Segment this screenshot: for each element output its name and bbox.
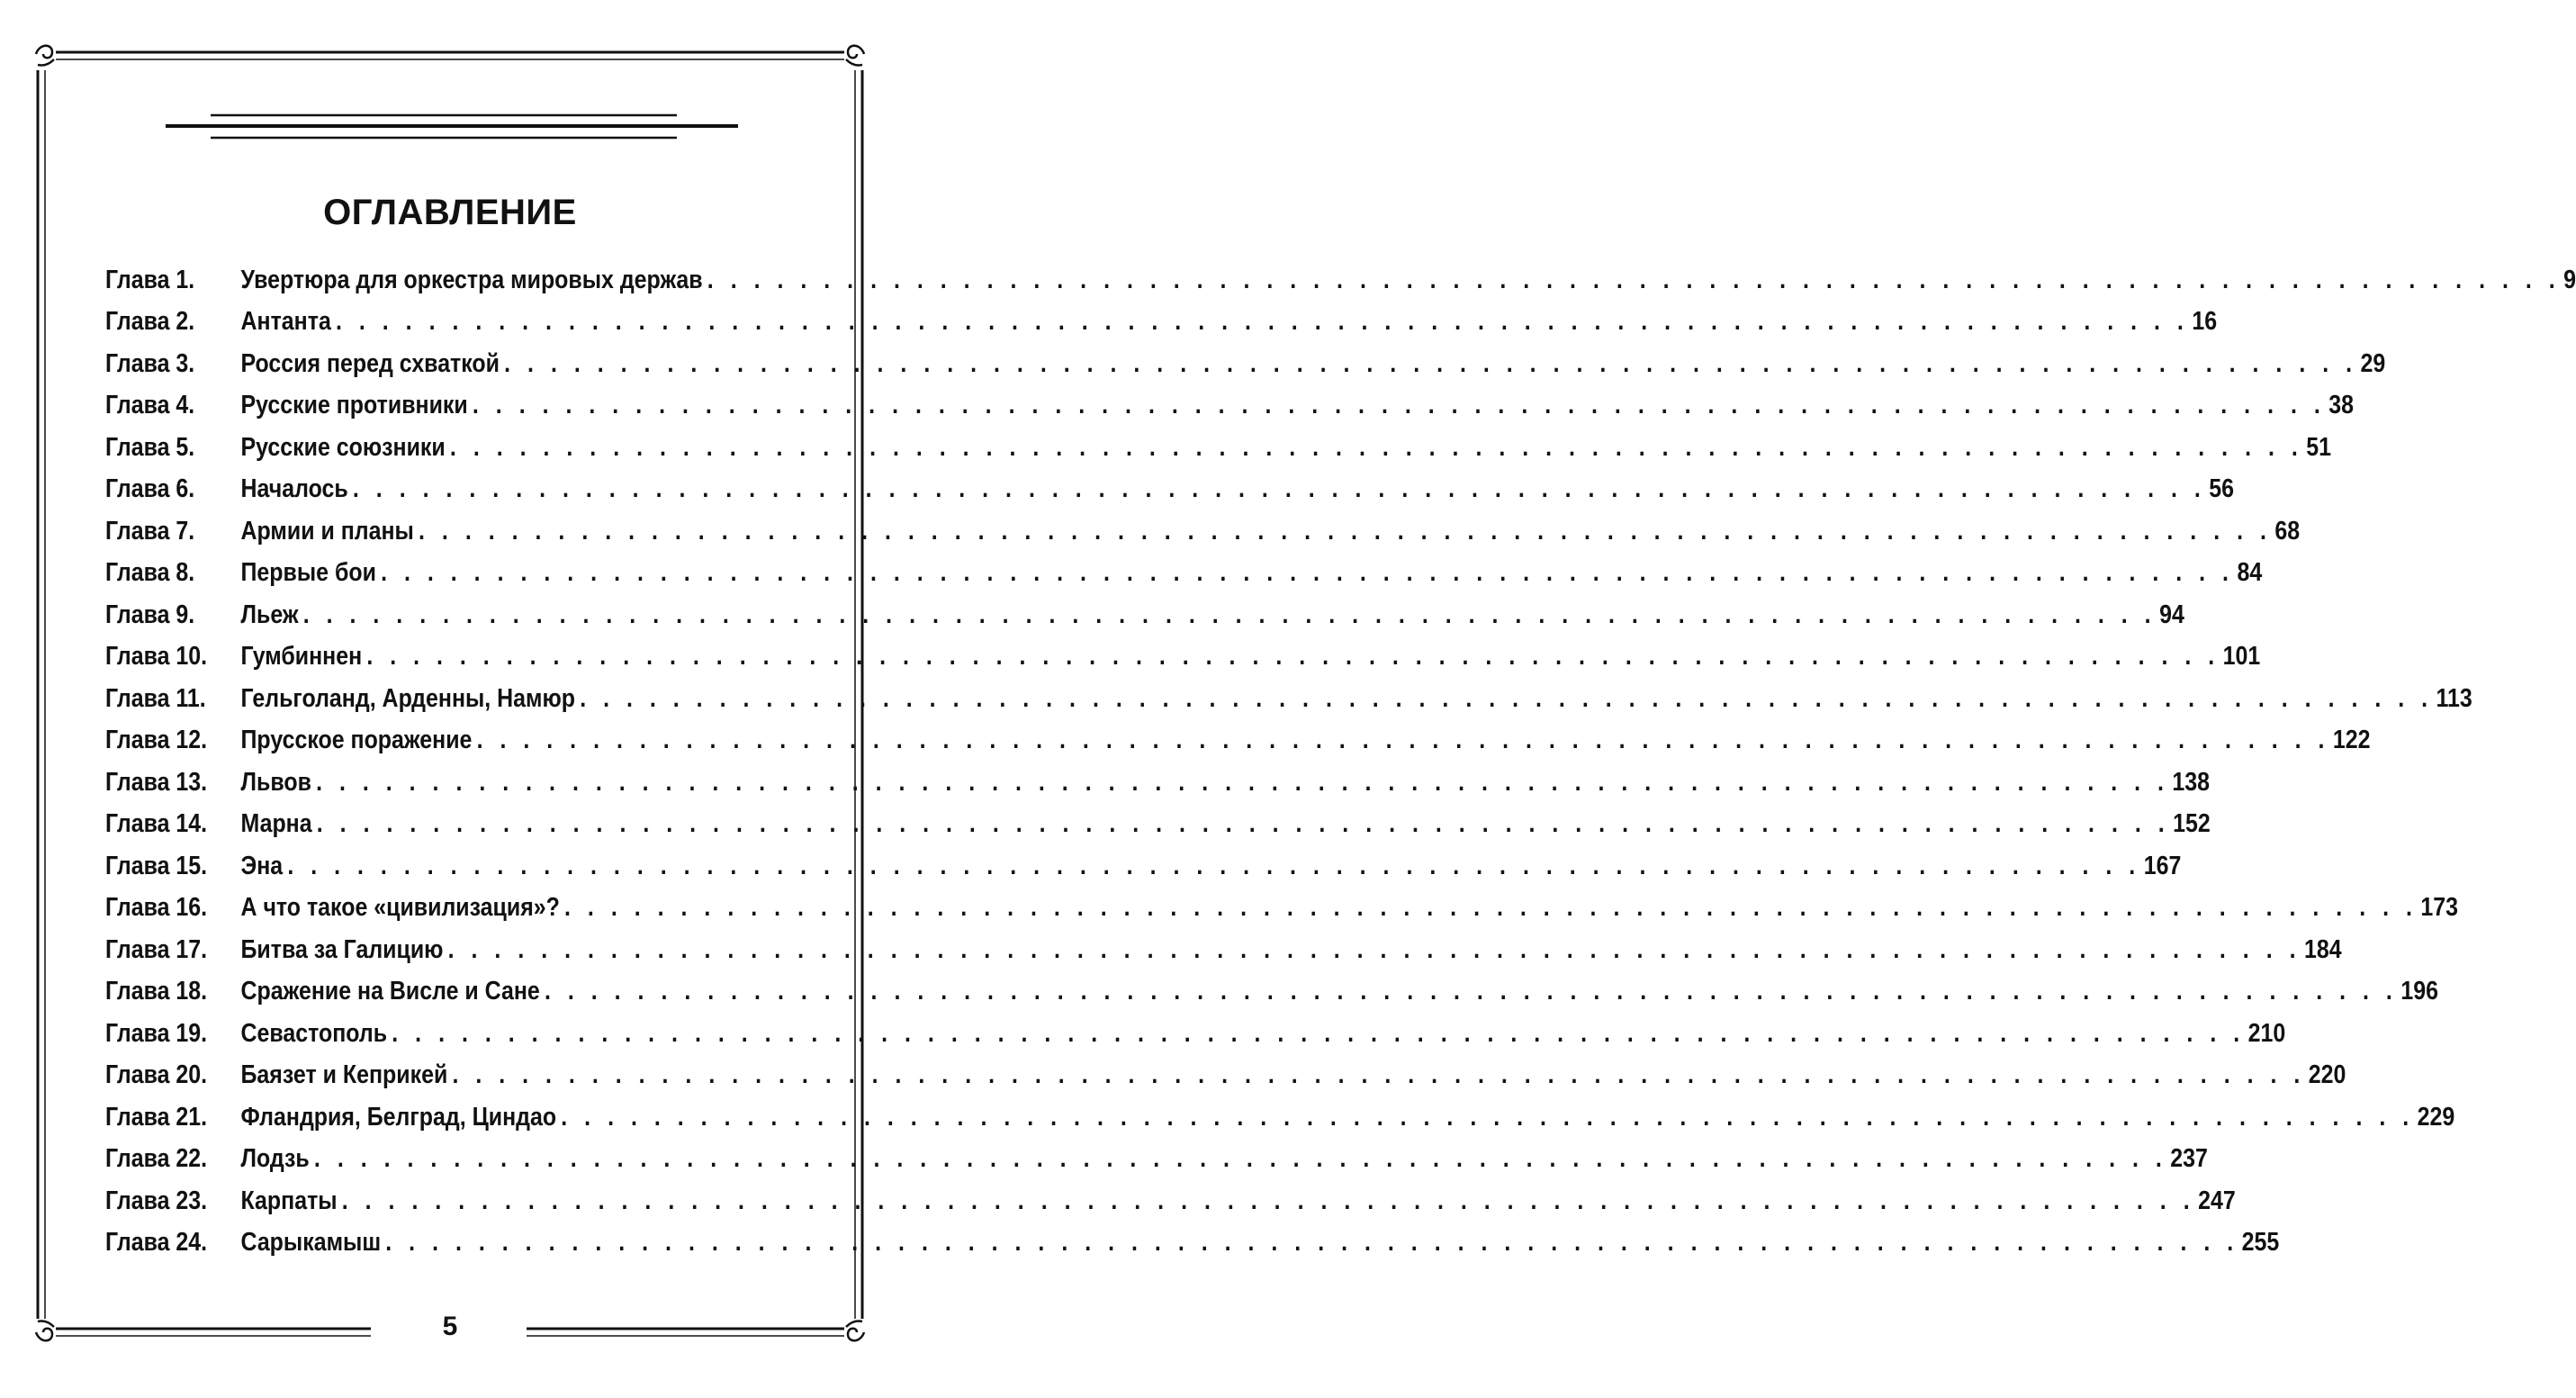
- toc-entry: [105, 259, 2576, 302]
- chapter-title: А что такое «цивилизация»?: [240, 893, 560, 923]
- chapter-label: Глава 7.: [105, 516, 195, 546]
- toc-entry: [105, 594, 2184, 636]
- chapter-page-number: 210: [2247, 1018, 2286, 1048]
- chapter-label: Глава 12.: [105, 726, 208, 755]
- chapter-page-number: 84: [2237, 558, 2263, 588]
- chapter-label: Глава 4.: [105, 391, 195, 420]
- chapter-page-number: 237: [2170, 1144, 2208, 1174]
- dot-leader: . . . . . . . . . . . . . . . . . . . . . . . . . . . . . . . . . . . . . . . . . . . . . . . . . . . . . . . . . . . . . . . . . . . . . . . . . . . . . . . .: [335, 307, 2189, 337]
- chapter-title: Марна: [240, 809, 312, 839]
- dot-leader: . . . . . . . . . . . . . . . . . . . . . . . . . . . . . . . . . . . . . . . . . . . . . . . . . . . . . . . . . . . . . . . . . . . . . . . . . . . . . . . .: [449, 432, 2303, 462]
- toc-entry: [105, 636, 2261, 679]
- toc-entry: [105, 343, 2386, 385]
- dot-leader: . . . . . . . . . . . . . . . . . . . . . . . . . . . . . . . . . . . . . . . . . . . . . . . . . . . . . . . . . . . . . . . . . . . . . . . . . . . . . . . .: [544, 977, 2398, 1006]
- dot-leader: . . . . . . . . . . . . . . . . . . . . . . . . . . . . . . . . . . . . . . . . . . . . . . . . . . . . . . . . . . . . . . . . . . . . . . . . . . . . . . . .: [419, 516, 2272, 546]
- dot-leader: . . . . . . . . . . . . . . . . . . . . . . . . . . . . . . . . . . . . . . . . . . . . . . . . . . . . . . . . . . . . . . . . . . . . . . . . . . . . . . . .: [302, 600, 2157, 629]
- toc-entry: [105, 929, 2342, 971]
- chapter-title: Гумбиннен: [240, 642, 363, 672]
- toc-entry: [105, 1013, 2286, 1055]
- chapter-label: Глава 19.: [105, 1018, 208, 1048]
- chapter-title: Увертюра для оркестра мировых держав: [240, 265, 703, 294]
- dot-leader: . . . . . . . . . . . . . . . . . . . . . . . . . . . . . . . . . . . . . . . . . . . . . . . . . . . . . . . . . . . . . . . . . . . . . . . . . . . . . . . .: [561, 1102, 2415, 1132]
- chapter-label: Глава 15.: [105, 851, 208, 880]
- chapter-label: Глава 11.: [105, 683, 206, 713]
- chapter-page-number: 196: [2400, 977, 2438, 1006]
- chapter-label: Глава 5.: [105, 432, 195, 462]
- chapter-title: Первые бои: [240, 558, 376, 588]
- dot-leader: . . . . . . . . . . . . . . . . . . . . . . . . . . . . . . . . . . . . . . . . . . . . . . . . . . . . . . . . . . . . . . . . . . . . . . . . . . . . . . . .: [287, 851, 2141, 880]
- chapter-label: Глава 21.: [105, 1102, 208, 1132]
- toc-entry: [105, 469, 2235, 511]
- chapter-page-number: 122: [2332, 726, 2371, 755]
- chapter-title: Севастополь: [240, 1018, 388, 1048]
- chapter-label: Глава 23.: [105, 1186, 208, 1215]
- dot-leader: . . . . . . . . . . . . . . . . . . . . . . . . . . . . . . . . . . . . . . . . . . . . . . . . . . . . . . . . . . . . . . . . . . . . . . . . . . . . . . . .: [341, 1186, 2195, 1215]
- chapter-title: Фландрия, Белград, Циндао: [240, 1102, 557, 1132]
- chapter-page-number: 113: [2436, 683, 2472, 713]
- chapter-label: Глава 24.: [105, 1228, 208, 1258]
- chapter-page-number: 173: [2420, 893, 2459, 923]
- chapter-label: Глава 17.: [105, 934, 208, 964]
- toc-entry: [105, 427, 2332, 469]
- chapter-page-number: 51: [2306, 432, 2332, 462]
- chapter-label: Глава 6.: [105, 474, 195, 504]
- chapter-title: Карпаты: [240, 1186, 338, 1215]
- chapter-page-number: 255: [2241, 1228, 2280, 1258]
- toc-entry: [105, 1139, 2208, 1181]
- chapter-label: Глава 10.: [105, 642, 208, 672]
- dot-leader: . . . . . . . . . . . . . . . . . . . . . . . . . . . . . . . . . . . . . . . . . . . . . . . . . . . . . . . . . . . . . . . . . . . . . . . . . . . . . . . .: [366, 642, 2220, 672]
- toc-entry: [105, 845, 2182, 888]
- chapter-title: Льеж: [240, 600, 299, 629]
- chapter-label: Глава 16.: [105, 893, 208, 923]
- toc-entry: [105, 762, 2211, 804]
- dot-leader: . . . . . . . . . . . . . . . . . . . . . . . . . . . . . . . . . . . . . . . . . . . . . . . . . . . . . . . . . . . . . . . . . . . . . . . . . . . . . . . .: [447, 934, 2301, 964]
- dot-leader: . . . . . . . . . . . . . . . . . . . . . . . . . . . . . . . . . . . . . . . . . . . . . . . . . . . . . . . . . . . . . . . . . . . . . . . . . . . . . . . .: [472, 391, 2326, 420]
- chapter-page-number: 184: [2303, 934, 2342, 964]
- chapter-page-number: 9: [2563, 265, 2576, 294]
- dot-leader: . . . . . . . . . . . . . . . . . . . . . . . . . . . . . . . . . . . . . . . . . . . . . . . . . . . . . . . . . . . . . . . . . . . . . . . . . . . . . . . .: [707, 265, 2561, 294]
- toc-entry: [105, 1096, 2455, 1139]
- dot-leader: . . . . . . . . . . . . . . . . . . . . . . . . . . . . . . . . . . . . . . . . . . . . . . . . . . . . . . . . . . . . . . . . . . . . . . . . . . . . . . . .: [476, 726, 2330, 755]
- chapter-page-number: 16: [2192, 307, 2218, 337]
- dot-leader: . . . . . . . . . . . . . . . . . . . . . . . . . . . . . . . . . . . . . . . . . . . . . . . . . . . . . . . . . . . . . . . . . . . . . . . . . . . . . . . .: [385, 1228, 2239, 1258]
- chapter-page-number: 138: [2172, 767, 2211, 797]
- chapter-page-number: 29: [2360, 348, 2386, 378]
- toc-entry: [105, 804, 2211, 846]
- dot-leader: . . . . . . . . . . . . . . . . . . . . . . . . . . . . . . . . . . . . . . . . . . . . . . . . . . . . . . . . . . . . . . . . . . . . . . . . . . . . . . . .: [352, 474, 2206, 504]
- chapter-label: Глава 22.: [105, 1144, 208, 1174]
- chapter-page-number: 247: [2198, 1186, 2236, 1215]
- chapter-title: Лодзь: [240, 1144, 310, 1174]
- chapter-title: Русские противники: [240, 391, 468, 420]
- chapter-title: Гельголанд, Арденны, Намюр: [240, 683, 576, 713]
- chapter-page-number: 38: [2328, 391, 2355, 420]
- chapter-title: Сарыкамыш: [240, 1228, 382, 1258]
- chapter-title: Баязет и Кеприкей: [240, 1060, 448, 1090]
- chapter-title: Битва за Галицию: [240, 934, 444, 964]
- dot-leader: . . . . . . . . . . . . . . . . . . . . . . . . . . . . . . . . . . . . . . . . . . . . . . . . . . . . . . . . . . . . . . . . . . . . . . . . . . . . . . . .: [452, 1060, 2306, 1090]
- chapter-title: Русские союзники: [240, 432, 446, 462]
- dot-leader: . . . . . . . . . . . . . . . . . . . . . . . . . . . . . . . . . . . . . . . . . . . . . . . . . . . . . . . . . . . . . . . . . . . . . . . . . . . . . . . .: [316, 809, 2170, 839]
- chapter-page-number: 68: [2274, 516, 2301, 546]
- table-of-contents: [105, 259, 2576, 1264]
- dot-leader: . . . . . . . . . . . . . . . . . . . . . . . . . . . . . . . . . . . . . . . . . . . . . . . . . . . . . . . . . . . . . . . . . . . . . . . . . . . . . . . .: [381, 558, 2235, 588]
- chapter-title: Россия перед схваткой: [240, 348, 500, 378]
- chapter-label: Глава 9.: [105, 600, 195, 629]
- chapter-label: Глава 14.: [105, 809, 208, 839]
- toc-entry: [105, 302, 2218, 344]
- chapter-label: Глава 2.: [105, 307, 195, 337]
- chapter-title: Львов: [240, 767, 311, 797]
- chapter-label: Глава 1.: [105, 265, 195, 294]
- chapter-title: Началось: [240, 474, 348, 504]
- chapter-label: Глава 8.: [105, 558, 195, 588]
- toc-entry: [105, 510, 2301, 553]
- dot-leader: . . . . . . . . . . . . . . . . . . . . . . . . . . . . . . . . . . . . . . . . . . . . . . . . . . . . . . . . . . . . . . . . . . . . . . . . . . . . . . . .: [564, 893, 2418, 923]
- chapter-label: Глава 3.: [105, 348, 195, 378]
- chapter-page-number: 229: [2417, 1102, 2455, 1132]
- toc-entry: [105, 678, 2472, 720]
- dot-leader: . . . . . . . . . . . . . . . . . . . . . . . . . . . . . . . . . . . . . . . . . . . . . . . . . . . . . . . . . . . . . . . . . . . . . . . . . . . . . . . .: [580, 683, 2434, 713]
- toc-entry: [105, 385, 2355, 428]
- chapter-page-number: 94: [2159, 600, 2184, 629]
- chapter-label: Глава 13.: [105, 767, 208, 797]
- toc-entry: [105, 1222, 2280, 1265]
- toc-entry: [105, 720, 2371, 762]
- chapter-page-number: 152: [2173, 809, 2211, 839]
- dot-leader: . . . . . . . . . . . . . . . . . . . . . . . . . . . . . . . . . . . . . . . . . . . . . . . . . . . . . . . . . . . . . . . . . . . . . . . . . . . . . . . .: [392, 1018, 2246, 1048]
- chapter-page-number: 220: [2308, 1060, 2346, 1090]
- page-title: ОГЛАВЛЕНИЕ: [323, 193, 577, 232]
- dot-leader: . . . . . . . . . . . . . . . . . . . . . . . . . . . . . . . . . . . . . . . . . . . . . . . . . . . . . . . . . . . . . . . . . . . . . . . . . . . . . . . .: [316, 767, 2169, 797]
- dot-leader: . . . . . . . . . . . . . . . . . . . . . . . . . . . . . . . . . . . . . . . . . . . . . . . . . . . . . . . . . . . . . . . . . . . . . . . . . . . . . . . .: [504, 348, 2358, 378]
- chapter-label: Глава 20.: [105, 1060, 208, 1090]
- chapter-page-number: 101: [2222, 642, 2261, 672]
- toc-entry: [105, 553, 2263, 595]
- chapter-title: Антанта: [240, 307, 331, 337]
- chapter-title: Сражение на Висле и Сане: [240, 977, 540, 1006]
- page-number: 5: [442, 1312, 458, 1341]
- toc-entry: [105, 888, 2459, 930]
- chapter-title: Эна: [240, 851, 284, 880]
- toc-entry: [105, 971, 2438, 1014]
- chapter-title: Армии и планы: [240, 516, 414, 546]
- chapter-page-number: 56: [2209, 474, 2235, 504]
- chapter-label: Глава 18.: [105, 977, 208, 1006]
- dot-leader: . . . . . . . . . . . . . . . . . . . . . . . . . . . . . . . . . . . . . . . . . . . . . . . . . . . . . . . . . . . . . . . . . . . . . . . . . . . . . . . .: [313, 1144, 2167, 1174]
- toc-entry: [105, 1180, 2236, 1222]
- chapter-title: Прусское поражение: [240, 726, 473, 755]
- toc-entry: [105, 1055, 2346, 1097]
- chapter-page-number: 167: [2143, 851, 2182, 880]
